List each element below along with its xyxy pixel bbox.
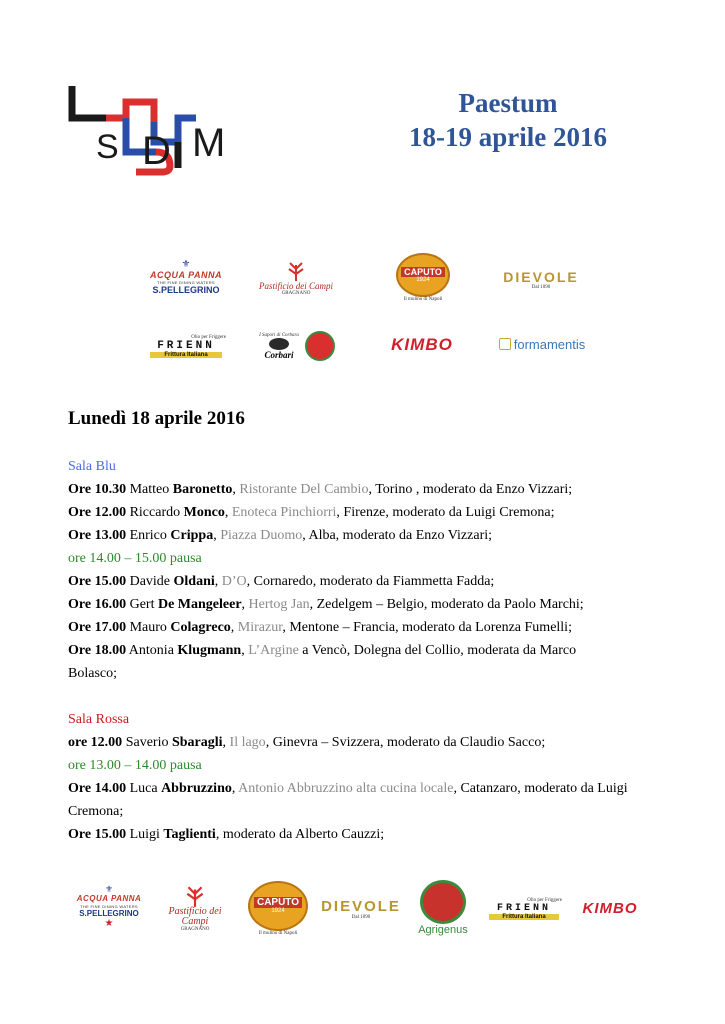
entry-details: a Vencò, Dolegna del Collio, moderata da Marco — [298, 643, 577, 658]
event-dates: 18-19 aprile 2016 — [409, 122, 607, 152]
sponsor-subname: GRAGNANO — [180, 926, 210, 932]
sponsor-subname: Dal 1090 — [531, 284, 551, 290]
sponsor-name: FRIENN — [157, 339, 215, 352]
sponsor-name: Corbari — [264, 349, 294, 360]
sponsor-name: ACQUA PANNA — [150, 269, 222, 280]
sponsor-subname: S.PELLEGRINO — [79, 909, 139, 918]
venue: Hertog Jan — [248, 597, 310, 612]
sponsor-subname: S.PELLEGRINO — [152, 284, 220, 295]
separator: , — [222, 735, 230, 750]
speech-icon — [499, 338, 511, 350]
separator: , — [224, 505, 232, 520]
entry-details: , Ginevra – Svizzera, moderato da Claudio Sacco; — [265, 735, 546, 750]
venue: Enoteca Pinchiorri — [231, 505, 337, 520]
room-label-sala-rossa: Sala Rossa — [68, 712, 130, 727]
sponsor-subname: GRAGNANO — [281, 290, 311, 296]
chef-last-name: De Mangeleer — [157, 597, 242, 612]
schedule-entry — [68, 527, 492, 545]
venue: D’O — [221, 574, 247, 589]
sponsor-kimbo — [572, 898, 648, 918]
sponsor-year: 1924 — [416, 276, 430, 283]
entry-details: , Firenze, moderato da Luigi Cremona; — [336, 505, 555, 520]
sponsor-name: DIEVOLE — [503, 268, 579, 285]
entry-details: , Alba, moderato da Enzo Vizzari; — [302, 528, 493, 543]
sponsor-name: KIMBO — [391, 335, 453, 354]
separator: , — [213, 528, 221, 543]
sponsor-frienn — [486, 894, 562, 924]
entry-time: Ore 10.30 — [68, 482, 127, 497]
caputo-badge — [396, 253, 450, 297]
entry-details: , Zedelgem – Belgio, moderato da Paolo Marchi; — [309, 597, 584, 612]
sponsor-year: 1924 — [271, 908, 285, 914]
sponsor-acqua-panna — [74, 880, 144, 934]
schedule-entry — [68, 734, 545, 752]
sponsor-bar: Frittura Italiana — [150, 352, 222, 358]
entry-time: Ore 18.00 — [68, 643, 127, 658]
sponsor-pastificio — [258, 250, 334, 306]
entry-time: Ore 14.00 — [68, 781, 127, 796]
logo-letter-m: M — [192, 121, 226, 165]
logo-letter-s: S — [96, 128, 119, 166]
schedule-entry — [68, 573, 494, 591]
sponsor-caputo — [246, 876, 310, 940]
chef-first-name: Matteo — [126, 482, 173, 497]
entry-details: , Torino , moderato da Enzo Vizzari; — [368, 482, 573, 497]
schedule-entry — [68, 619, 572, 637]
chef-last-name: Crippa — [170, 528, 214, 543]
sponsor-kimbo — [378, 334, 466, 356]
entry-details: , Catanzaro, moderato da Luigi — [453, 781, 628, 796]
sponsor-name: Pastificio dei Campi — [259, 280, 333, 291]
sponsor-bar: Frittura Italiana — [489, 914, 559, 920]
lsdm-logo — [66, 82, 232, 176]
fleur-icon: ⚜ — [104, 884, 114, 894]
schedule-entry-continuation: Cremona; — [68, 804, 124, 819]
chef-first-name: Luigi — [126, 827, 164, 842]
chef-last-name: Klugmann — [177, 643, 242, 658]
sponsor-agrigenus — [410, 876, 476, 940]
chef-last-name: Monco — [183, 505, 225, 520]
venue: Mirazur — [237, 620, 283, 635]
separator: , — [241, 643, 249, 658]
entry-details: , moderato da Alberto Cauzzi; — [215, 827, 385, 842]
separator: , — [241, 597, 249, 612]
schedule-entry — [68, 504, 555, 522]
chef-last-name: Abbruzzino — [161, 781, 232, 796]
sponsor-name: CAPUTO — [401, 267, 445, 277]
venue: Il lago — [229, 735, 266, 750]
separator: , — [214, 574, 222, 589]
entry-details: , Mentone – Francia, moderato da Lorenza Fumelli; — [282, 620, 572, 635]
schedule-entry — [68, 780, 628, 798]
separator: , — [230, 620, 238, 635]
sponsor-tagline: Olio per Friggere — [527, 898, 562, 903]
sponsor-name: Agrigenus — [418, 924, 468, 936]
entry-time: Ore 13.00 — [68, 528, 127, 543]
wheat-icon — [183, 885, 207, 907]
chef-first-name: Gert — [126, 597, 158, 612]
entry-time: ore 12.00 — [68, 735, 123, 750]
schedule-entry — [68, 642, 576, 660]
pause-note: ore 14.00 – 15.00 pausa — [68, 551, 202, 566]
sponsor-tagline: Olio per Friggere — [191, 334, 226, 340]
tin-icon — [269, 338, 289, 350]
day-heading: Lunedì 18 aprile 2016 — [68, 408, 245, 429]
event-location: Paestum — [458, 88, 558, 118]
sponsor-name: Pastificio dei Campi — [168, 905, 222, 927]
sponsor-pastificio — [156, 878, 234, 938]
sponsor-formamentis — [496, 334, 588, 354]
sponsor-corbari — [254, 326, 340, 366]
sponsor-name: formamentis — [513, 336, 586, 352]
fleur-icon: ⚜ — [181, 258, 191, 270]
event-title — [409, 86, 607, 154]
chef-last-name: Oldani — [173, 574, 215, 589]
entry-time: Ore 16.00 — [68, 597, 127, 612]
schedule-entry-continuation: Bolasco; — [68, 666, 117, 681]
sponsor-name: FRIENN — [496, 903, 551, 914]
chef-last-name: Taglienti — [163, 827, 216, 842]
venue: Ristorante Del Cambio — [239, 482, 369, 497]
sponsor-subname: Dal 1090 — [351, 915, 371, 920]
sponsor-name: ACQUA PANNA — [76, 894, 142, 903]
chef-first-name: Saverio — [122, 735, 172, 750]
seal-icon — [420, 880, 466, 924]
chef-last-name: Baronetto — [172, 482, 233, 497]
sponsor-name: DIEVOLE — [321, 898, 401, 915]
entry-time: Ore 15.00 — [68, 827, 127, 842]
venue: Antonio Abbruzzino alta cucina locale — [238, 781, 454, 796]
schedule-entry — [68, 596, 584, 614]
separator: , — [231, 781, 239, 796]
schedule-entry — [68, 826, 384, 844]
sponsor-dievole — [322, 894, 400, 924]
seal-icon — [305, 331, 335, 361]
sponsor-name: CAPUTO — [254, 897, 302, 908]
sponsor-dievole — [500, 262, 582, 296]
chef-first-name: Enrico — [126, 528, 171, 543]
sponsor-tagline: THE FINE DINING WATERS — [80, 904, 138, 909]
sponsor-subname: Il mulino di Napoli — [258, 930, 298, 936]
logo-letter-d: D — [142, 129, 171, 173]
sponsor-tagline: I Sapori di Corbara — [259, 332, 299, 338]
sponsor-name: KIMBO — [582, 899, 638, 917]
schedule-entry — [68, 481, 572, 499]
wheat-icon — [285, 261, 307, 281]
chef-first-name: Luca — [126, 781, 162, 796]
venue: L’Argine — [248, 643, 299, 658]
chef-first-name: Davide — [126, 574, 174, 589]
star-icon: ★ — [104, 918, 114, 929]
sponsor-caputo — [392, 248, 454, 306]
entry-time: Ore 17.00 — [68, 620, 127, 635]
separator: , — [232, 482, 240, 497]
sponsor-tagline: THE FINE DINING WATERS — [157, 279, 215, 285]
room-label-sala-blu: Sala Blu — [68, 459, 116, 474]
chef-last-name: Colagreco — [170, 620, 231, 635]
venue: Piazza Duomo — [220, 528, 303, 543]
chef-first-name: Riccardo — [126, 505, 184, 520]
sponsor-acqua-panna — [146, 254, 226, 300]
pause-note: ore 13.00 – 14.00 pausa — [68, 758, 202, 773]
entry-details: , Cornaredo, moderato da Fiammetta Fadda; — [246, 574, 495, 589]
caputo-badge — [248, 881, 308, 931]
sponsor-subname: Il mulino di Napoli — [403, 296, 443, 302]
chef-first-name: Mauro — [126, 620, 171, 635]
sponsor-frienn — [146, 330, 226, 362]
entry-time: Ore 12.00 — [68, 505, 127, 520]
chef-last-name: Sbaragli — [171, 735, 223, 750]
entry-time: Ore 15.00 — [68, 574, 127, 589]
chef-first-name: Antonia — [126, 643, 178, 658]
